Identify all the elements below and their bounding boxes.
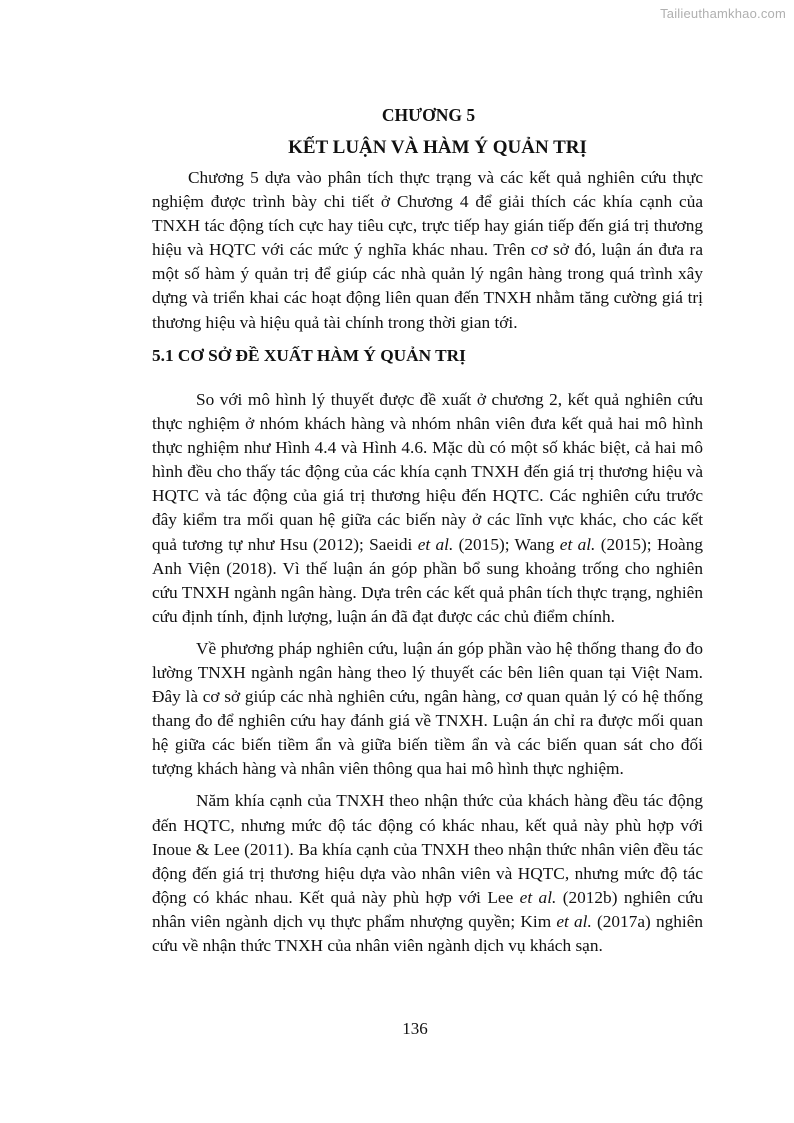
chapter-number: CHƯƠNG 5 bbox=[381, 105, 476, 125]
section-heading: 5.1 CƠ SỞ ĐỀ XUẤT HÀM Ý QUẢN TRỊ bbox=[152, 345, 466, 365]
chapter-title: KẾT LUẬN VÀ HÀM Ý QUẢN TRỊ bbox=[288, 137, 587, 158]
text-run: (2017a) nghiên cứu về nhận thức TNXH của nhân viên ngành dịch vụ khách sạn. bbox=[152, 911, 703, 956]
text-run: So với mô hình lý thuyết được đề xuất ở chương 2, kết quả nghiên cứu thực nghiệm ở nhóm khách hàng và nhóm nhân viên đưa kết quả hai mô hình thực nghiệm như Hình 4.4 và Hình 4.6. Mặc dù có một số khác biệt, cả hai mô hình đều cho thấy tác động của các khía cạnh TNXH đến giá trị thương hiệu và HQTC và tác động của giá trị thương hiệu đến HQTC. Các nghiên cứu trước đây kiểm tra mối quan hệ giữa các biến này ở các lĩnh vực khác, cho các kết quả tương tự như Hsu (2012); Saeidi bbox=[152, 389, 703, 554]
chapter-intro-paragraph: Chương 5 dựa vào phân tích thực trạng và các kết quả nghiên cứu thực nghiệm được trình bày chi tiết ở Chương 4 để giải thích các khía cạnh của TNXH tác động tích cực hay tiêu cực, trực tiếp hay gián tiếp đến giá trị thương hiệu và HQTC với các mức ý nghĩa khác nhau. Trên cơ sở đó, luận án đưa ra một số hàm ý quản trị để giúp các nhà quản lý ngân hàng trong quá trình xây dựng và triển khai các hoạt động liên quan đến TNXH nhằm tăng cường giá trị thương hiệu và hiệu quả tài chính trong thời gian tới. bbox=[152, 168, 703, 332]
page-number: 136 bbox=[402, 1019, 428, 1038]
document-page bbox=[152, 100, 703, 966]
text-run: Năm khía cạnh của TNXH theo nhận thức của khách hàng đều tác động đến HQTC, nhưng mức độ tác động có khác nhau, kết quả này phù hợp với Inoue & Lee (2011). Ba khía cạnh của TNXH theo nhận thức nhân viên đều tác động đến giá trị thương hiệu dựa vào nhân viên và HQTC, nhưng mức độ tác động có khác nhau. Kết quả này phù hợp với Lee bbox=[152, 791, 703, 907]
text-run: Về phương pháp nghiên cứu, luận án góp phần vào hệ thống thang đo đo lường TNXH ngành ngân hàng theo lý thuyết các bên liên quan tại Việt Nam. Đây là cơ sở giúp các nhà nghiên cứu, ngân hàng, cơ quan quản lý có hệ thống thang đo để nghiên cứu hay đánh giá về TNXH. Luận án chỉ ra được mối quan hệ giữa các biến tiềm ẩn và giữa biến tiềm ẩn và các biến quan sát cho đối tượng khách hàng và nhân viên thông qua hai mô hình thực nghiệm. bbox=[152, 638, 703, 779]
text-run: (2015); Wang bbox=[453, 534, 560, 554]
body-paragraph bbox=[152, 388, 703, 629]
italic-citation: et al. bbox=[559, 534, 596, 554]
body-paragraph bbox=[152, 789, 703, 958]
italic-citation: et al. bbox=[556, 911, 592, 931]
text-run: (2012b) nghiên cứu nhân viên ngành dịch vụ thực phẩm nhượng quyền; Kim bbox=[152, 887, 704, 931]
text-run: (2015); Hoàng Anh Viện (2018). Vì thế luận án góp phần bổ sung khoảng trống cho nghiên cứu TNXH ngành ngân hàng. Dựa trên các kết quả phân tích thực trạng, nghiên cứu định tính, định lượng, luận án đã đạt được các chủ điểm chính. bbox=[152, 534, 704, 626]
italic-citation: et al. bbox=[417, 534, 454, 554]
italic-citation: et al. bbox=[519, 887, 557, 907]
watermark: Tailieuthamkhao.com bbox=[660, 6, 786, 21]
body-paragraph bbox=[152, 637, 703, 782]
